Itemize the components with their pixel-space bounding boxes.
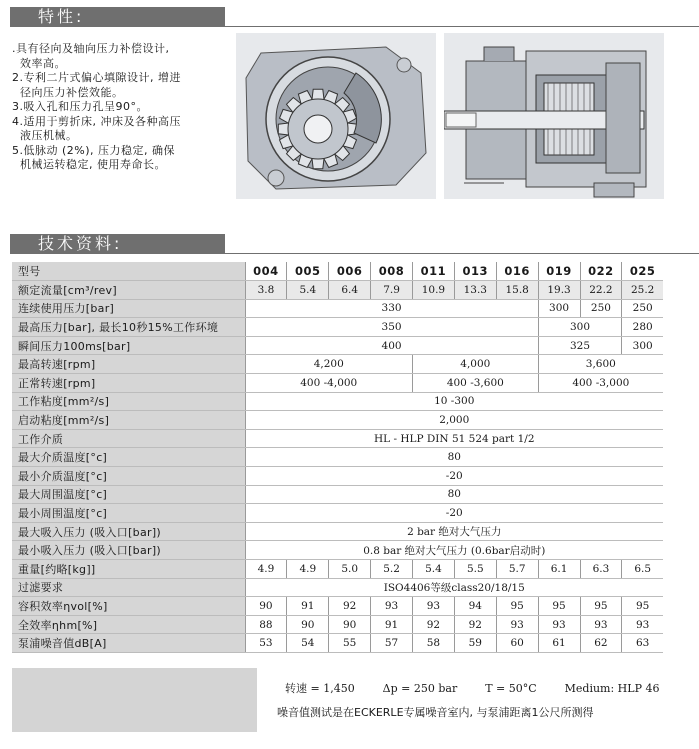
row-label: 容积效率ηvol[%] [12,597,245,616]
pump-section-view-figure [444,33,664,199]
row-label: 最大周围温度[°c] [12,485,245,504]
gear-tooth [312,158,324,168]
spec-row [12,485,663,504]
spec-value: 400 [245,336,538,355]
feature-line: 效率高。 [12,56,66,70]
spec-value: 92 [329,597,371,616]
spec-value: 2,000 [245,411,663,430]
feature-line: 5.低脉动 (2%), 压力稳定, 确保 [12,143,176,157]
spec-value: 22.2 [580,281,622,300]
spec-value: 2 bar 绝对大气压力 [245,522,663,541]
spec-value: 93 [371,597,413,616]
spec-value: 93 [538,615,580,634]
spec-value: HL - HLP DIN 51 524 part 1/2 [245,429,663,448]
spec-value: 4.9 [287,560,329,579]
spec-value: 250 [580,299,622,318]
gear-tooth [312,89,324,99]
spec-value: 90 [245,597,287,616]
spec-row [12,374,663,393]
spec-row [12,522,663,541]
spec-value: 94 [454,597,496,616]
noise-test-note: 噪音值测试是在ECKERLE专属噪音室内, 与泵浦距离1公尺所测得 [277,706,594,719]
spec-value: 54 [287,634,329,653]
spec-value: 5.7 [496,560,538,579]
spec-value: 58 [413,634,455,653]
row-label: 最小吸入压力 (吸入口[bar]) [12,541,245,560]
spec-value: 4.9 [245,560,287,579]
spec-value: 300 [538,318,622,337]
model-code: 022 [580,262,622,281]
spec-row [12,355,663,374]
spec-value: 93 [496,615,538,634]
feature-line: 2.专利二片式偏心填隙设计, 增进 [12,71,181,84]
row-label: 启动粘度[mm²/s] [12,411,245,430]
row-label: 型号 [12,262,245,281]
feature-line: 3.吸入孔和压力孔呈90°。 [12,100,148,113]
spec-value: 95 [538,597,580,616]
spec-value: 10.9 [413,281,455,300]
spec-value: 63 [622,634,663,653]
spec-value: 53 [245,634,287,653]
spec-value: 3.8 [245,281,287,300]
row-label: 过滤要求 [12,578,245,597]
spec-value: 91 [371,615,413,634]
spec-value: 90 [287,615,329,634]
spec-value: 5.4 [413,560,455,579]
model-code: 011 [413,262,455,281]
spec-value: 4,200 [245,355,413,374]
spec-row [12,336,663,355]
spec-value: 80 [245,448,663,467]
spec-value: 5.0 [329,560,371,579]
spec-value: 61 [538,634,580,653]
spec-row [12,448,663,467]
spec-value: 280 [622,318,663,337]
spec-value: -20 [245,504,663,523]
spec-value: 300 [538,299,580,318]
spec-row [12,392,663,411]
spec-row [12,634,663,653]
spec-row [12,281,663,300]
row-label: 最大吸入压力 (吸入口[bar]) [12,522,245,541]
spec-row [12,299,663,318]
row-label: 最大介质温度[°c] [12,448,245,467]
row-label: 工作介质 [12,429,245,448]
pump-front-view-figure [236,33,436,199]
spec-value: 0.8 bar 绝对大气压力 (0.6bar启动时) [245,541,663,560]
spec-value: 62 [580,634,622,653]
spec-value: 10 -300 [245,392,663,411]
spec-value: 5.4 [287,281,329,300]
spec-value: 95 [496,597,538,616]
model-code: 025 [622,262,663,281]
spec-value: 350 [245,318,538,337]
spec-value: 55 [329,634,371,653]
spec-value: 330 [245,299,538,318]
spec-value: 325 [538,336,622,355]
row-label: 最小周围温度[°c] [12,504,245,523]
row-label: 工作粘度[mm²/s] [12,392,245,411]
spec-value: 95 [580,597,622,616]
row-label: 正常转速[rpm] [12,374,245,393]
spec-row [12,541,663,560]
model-code: 006 [329,262,371,281]
model-code: 013 [454,262,496,281]
gear-tooth [278,123,288,135]
spec-value: 400 -3,600 [413,374,539,393]
spec-value: ISO4406等级class20/18/15 [245,578,663,597]
model-code: 004 [245,262,287,281]
spec-row [12,504,663,523]
spec-value: 93 [622,615,663,634]
spec-value: 25.2 [622,281,663,300]
spec-value: 6.1 [538,560,580,579]
feature-line: 径向压力补偿效能。 [12,85,124,99]
spec-value: 5.2 [371,560,413,579]
spec-value: 13.3 [454,281,496,300]
feature-line: .具有径向及轴向压力补偿设计, [12,42,170,55]
features-list [12,42,232,173]
spec-value: 7.9 [371,281,413,300]
spec-value: 57 [371,634,413,653]
row-label: 额定流量[cm³/rev] [12,281,245,300]
spec-value: 6.4 [329,281,371,300]
spec-row [12,615,663,634]
feature-line: 机械运转稳定, 使用寿命长。 [12,158,166,171]
feature-line: 4.适用于剪折床, 冲床及各种高压 [12,114,181,128]
spec-value: 91 [287,597,329,616]
spec-value: -20 [245,467,663,486]
feature-line: 液压机械。 [12,129,78,142]
spec-value: 60 [496,634,538,653]
model-code: 008 [371,262,413,281]
spec-table [12,262,663,653]
spec-row [12,411,663,430]
spec-value: 19.3 [538,281,580,300]
test-conditions-footer [12,668,663,732]
spec-value: 80 [245,485,663,504]
spec-row [12,597,663,616]
row-label: 最小介质温度[°c] [12,467,245,486]
spec-value: 93 [580,615,622,634]
spec-value: 4,000 [413,355,539,374]
row-label: 泵浦噪音值dB[A] [12,634,245,653]
row-label: 连续使用压力[bar] [12,299,245,318]
model-code: 005 [287,262,329,281]
spec-value: 93 [413,597,455,616]
features-header: 特性: [10,7,225,27]
spec-value: 59 [454,634,496,653]
spec-row [12,578,663,597]
spec-value: 6.3 [580,560,622,579]
spec-value: 88 [245,615,287,634]
row-label: 瞬间压力100ms[bar] [12,336,245,355]
spec-value: 400 -4,000 [245,374,413,393]
spec-value: 90 [329,615,371,634]
spec-value: 92 [413,615,455,634]
technical-header: 技术资料: [10,234,225,254]
model-header-row [12,262,663,281]
model-code: 019 [538,262,580,281]
row-label: 重量[约略[kg]] [12,560,245,579]
row-label: 全效率ηhm[%] [12,615,245,634]
spec-value: 5.5 [454,560,496,579]
spec-value: 3,600 [538,355,663,374]
spec-value: 6.5 [622,560,663,579]
spec-row [12,560,663,579]
row-label: 最高转速[rpm] [12,355,245,374]
spec-row [12,318,663,337]
spec-value: 92 [454,615,496,634]
spec-value: 400 -3,000 [538,374,663,393]
spec-row [12,429,663,448]
spec-value: 95 [622,597,663,616]
row-label: 最高压力[bar], 最长10秒15%工作环境 [12,318,245,337]
spec-value: 15.8 [496,281,538,300]
spec-value: 250 [622,299,663,318]
model-code: 016 [496,262,538,281]
spec-row [12,467,663,486]
test-conditions: 转速 = 1,450 Δp = 250 bar T = 50°C Medium: HLP 46 [285,682,660,695]
spec-value: 300 [622,336,663,355]
